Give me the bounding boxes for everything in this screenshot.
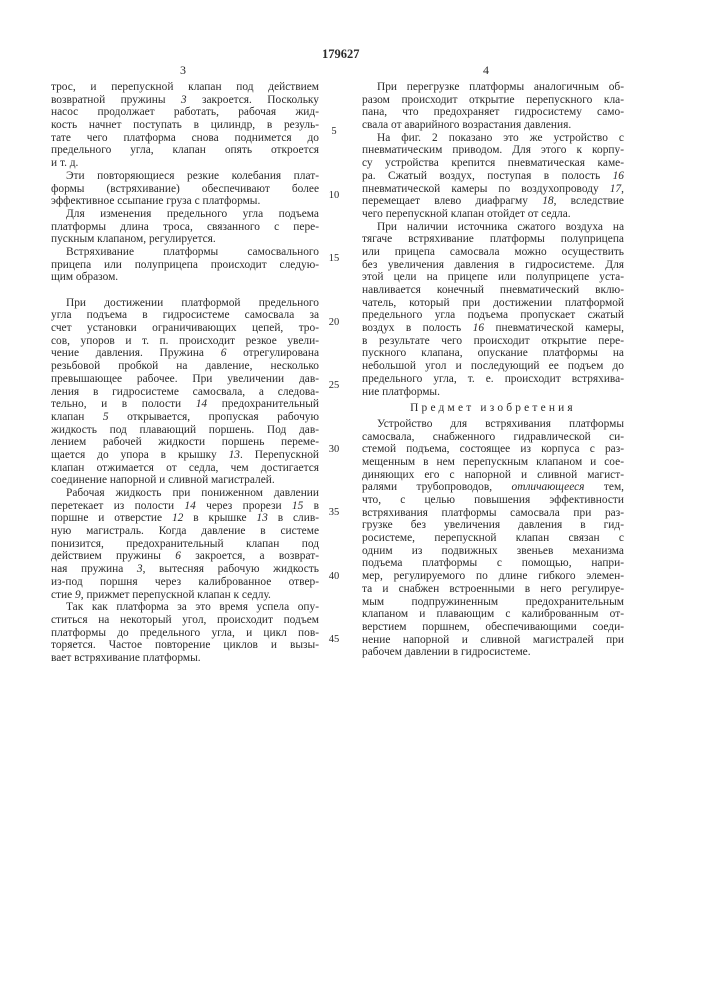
text-line: щается до упора в крышку 13. Перепускной bbox=[51, 449, 319, 462]
text-line: стие 9, прижмет перепускной клапан к седлу. bbox=[51, 589, 319, 602]
paragraph bbox=[362, 132, 624, 221]
text-line: клапан отжимается от седла, чем достигается bbox=[51, 462, 319, 475]
text-line: счет установки ограничивающих цепей, тро- bbox=[51, 322, 319, 335]
reference-numeral: 17 bbox=[610, 183, 621, 195]
text-line: ститься на некоторый угол, происходит подъем bbox=[51, 614, 319, 627]
paragraph bbox=[51, 246, 319, 284]
paragraph bbox=[362, 418, 624, 659]
text-line: При перегрузке платформы аналогичным об- bbox=[362, 81, 624, 94]
line-number: 40 bbox=[326, 571, 342, 582]
text-line: чатель, который при достижении платформой bbox=[362, 297, 624, 310]
text-line: су устройства крепится пневматическая каме- bbox=[362, 157, 624, 170]
text-line: понизится, предохранительный клапан под bbox=[51, 538, 319, 551]
text-line: предельного угла, клапан опять откроется bbox=[51, 144, 319, 157]
text-line: превышающее рабочее. При увеличении дав- bbox=[51, 373, 319, 386]
reference-numeral: 9 bbox=[75, 589, 81, 601]
text-line: соединение напорной и сливной магистралей. bbox=[51, 474, 319, 487]
reference-numeral: 6 bbox=[221, 347, 227, 359]
text-line: кость начнет поступать в цилиндр, в резуль- bbox=[51, 119, 319, 132]
reference-numeral: отличающееся bbox=[512, 481, 585, 493]
text-line: из-под поршня через калиброванное отвер- bbox=[51, 576, 319, 589]
reference-numeral: 3 bbox=[137, 563, 143, 575]
reference-numeral: 16 bbox=[613, 170, 624, 182]
line-number: 25 bbox=[326, 380, 342, 391]
text-line: Так как платформа за это время успела опу- bbox=[51, 601, 319, 614]
text-line: ную магистраль. Когда давление в системе bbox=[51, 525, 319, 538]
text-line: небольшой угол и последующий ее подъем до bbox=[362, 360, 624, 373]
paragraph bbox=[51, 81, 319, 170]
text-line: самосвала, снабженного гидравлической си- bbox=[362, 431, 624, 444]
text-line: разом происходит открытие перепускного кла- bbox=[362, 94, 624, 107]
line-number: 35 bbox=[326, 507, 342, 518]
line-number: 30 bbox=[326, 444, 342, 455]
text-line: пускного клапана, опускание платформы на bbox=[362, 347, 624, 360]
text-line: этой цели на прицепе или полуприцепе уста- bbox=[362, 271, 624, 284]
text-line: в результате чего происходит открытие пере- bbox=[362, 335, 624, 348]
text-line: поршне и отверстие 12 в крышке 13 в слив- bbox=[51, 512, 319, 525]
reference-numeral: 3 bbox=[181, 94, 187, 106]
line-number: 5 bbox=[326, 126, 342, 137]
text-line: сов, упоров и т. п. происходит резкое увели- bbox=[51, 335, 319, 348]
text-line: тельно, и в полости 14 предохранительный bbox=[51, 398, 319, 411]
line-number: 20 bbox=[326, 317, 342, 328]
text-line: Для изменения предельного угла подъема bbox=[51, 208, 319, 221]
page-number-right: 4 bbox=[483, 63, 489, 78]
reference-numeral: 14 bbox=[184, 500, 195, 512]
text-line: При наличии источника сжатого воздуха на bbox=[362, 221, 624, 234]
text-line: одним из подвижных звеньев механизма bbox=[362, 545, 624, 558]
text-line: щим образом. bbox=[51, 271, 319, 284]
text-line: нение напорной и сливной магистралей при bbox=[362, 634, 624, 647]
text-line: ралями трубопроводов, отличающееся тем, bbox=[362, 481, 624, 494]
text-line: стемой подъема, состоящее из корпуса с раз- bbox=[362, 443, 624, 456]
text-line: платформы длина троса, связанного с пере- bbox=[51, 221, 319, 234]
line-number: 45 bbox=[326, 634, 342, 645]
text-line: та и снабжен встроенными в него регулируе- bbox=[362, 583, 624, 596]
text-line: верстием поршнем, обеспечивающими соеди- bbox=[362, 621, 624, 634]
reference-numeral: 12 bbox=[172, 512, 183, 524]
text-line: навливается конечный пневматический вклю- bbox=[362, 284, 624, 297]
document-number: 179627 bbox=[322, 47, 360, 62]
text-line: При достижении платформой предельного bbox=[51, 297, 319, 310]
text-line: платформы до предельного угла, и цикл пов- bbox=[51, 627, 319, 640]
text-line: предельного угла подъема пропускает сжатый bbox=[362, 309, 624, 322]
text-line: пневматической камеры по воздухопроводу 17, bbox=[362, 183, 624, 196]
text-line: На фиг. 2 показано это же устройство с bbox=[362, 132, 624, 145]
text-line: рабочем давлении в гидросистеме. bbox=[362, 646, 624, 659]
text-line: без увеличения давления в гидросистеме. Для bbox=[362, 259, 624, 272]
text-line: что, с целью повышения эффективности bbox=[362, 494, 624, 507]
text-line: росистеме, перепускной клапан связан с bbox=[362, 532, 624, 545]
text-line: пневматическим приводом. Для этого к корпу- bbox=[362, 144, 624, 157]
text-line: ра. Сжатый воздух, поступая в полость 16 bbox=[362, 170, 624, 183]
line-number: 15 bbox=[326, 253, 342, 264]
text-line: перемещает влево диафрагму 18, вследствие bbox=[362, 195, 624, 208]
text-line: угла подъема в гидросистеме самосвала за bbox=[51, 309, 319, 322]
text-line: формы (встряхивание) обеспечивают более bbox=[51, 183, 319, 196]
text-line: диняющих его с напорной и сливной магист- bbox=[362, 469, 624, 482]
blank-line bbox=[51, 284, 319, 297]
text-line: возвратной пружины 3 закроется. Поскольку bbox=[51, 94, 319, 107]
text-line: пана, что предохраняет гидросистему само- bbox=[362, 106, 624, 119]
text-line: жидкость под плавающий поршень. Под дав- bbox=[51, 424, 319, 437]
page-number-left: 3 bbox=[180, 63, 186, 78]
text-line: эффективное ссыпание груза с платформы. bbox=[51, 195, 319, 208]
reference-numeral: 5 bbox=[103, 411, 109, 423]
text-line: действием пружины 6 закроется, а возврат- bbox=[51, 550, 319, 563]
text-line: перетекает из полости 14 через прорези 15 в bbox=[51, 500, 319, 513]
paragraph bbox=[362, 221, 624, 399]
text-line: предельного угла, т. е. происходит встряхива- bbox=[362, 373, 624, 386]
text-line: грузке без увеличения давления в гид- bbox=[362, 519, 624, 532]
text-line: подъема платформы с помощью, напри- bbox=[362, 557, 624, 570]
text-line: пускным клапаном, регулируется. bbox=[51, 233, 319, 246]
text-line: ления в гидросистеме самосвала, а следова- bbox=[51, 386, 319, 399]
paragraph bbox=[51, 487, 319, 601]
text-line: клапаном и плавающим с калиброванным от- bbox=[362, 608, 624, 621]
reference-numeral: 15 bbox=[292, 500, 303, 512]
reference-numeral: 6 bbox=[175, 550, 181, 562]
text-line: тягаче встряхивание платформы полуприцепа bbox=[362, 233, 624, 246]
text-line: ная пружина 3, вытесняя рабочую жидкость bbox=[51, 563, 319, 576]
reference-numeral: 13 bbox=[256, 512, 267, 524]
text-line: насос продолжает работать, рабочая жид- bbox=[51, 106, 319, 119]
text-line: Устройство для встряхивания платформы bbox=[362, 418, 624, 431]
paragraph bbox=[51, 297, 319, 487]
paragraph bbox=[51, 170, 319, 208]
text-line: прицепа или полуприцепа происходит следую- bbox=[51, 259, 319, 272]
reference-numeral: 14 bbox=[196, 398, 207, 410]
reference-numeral: 16 bbox=[473, 322, 484, 334]
text-line: тате чего платформа снова поднимется до bbox=[51, 132, 319, 145]
text-line: лением рабочей жидкости поршень переме- bbox=[51, 436, 319, 449]
text-line: мым подпружиненным предохранительным bbox=[362, 596, 624, 609]
text-line: свала от аварийного возрастания давления. bbox=[362, 119, 624, 132]
text-line: чение давления. Пружина 6 отрегулирована bbox=[51, 347, 319, 360]
text-line: воздух в полость 16 пневматической камеры, bbox=[362, 322, 624, 335]
text-line: или прицепа самосвала можно осуществить bbox=[362, 246, 624, 259]
text-line: клапан 5 открывается, пропуская рабочую bbox=[51, 411, 319, 424]
text-line: торяется. Частое повторение циклов и вызы- bbox=[51, 639, 319, 652]
text-line: мер, регулируемого по длине гибкого элемен- bbox=[362, 570, 624, 583]
text-line: Рабочая жидкость при пониженном давлении bbox=[51, 487, 319, 500]
text-line: ние платформы. bbox=[362, 386, 624, 399]
line-number: 10 bbox=[326, 190, 342, 201]
text-line: Встряхивание платформы самосвального bbox=[51, 246, 319, 259]
text-line: резьбовой пробкой на давление, несколько bbox=[51, 360, 319, 373]
text-line: трос, и перепускной клапан под действием bbox=[51, 81, 319, 94]
reference-numeral: 13 bbox=[229, 449, 240, 461]
right-column bbox=[362, 81, 624, 659]
paragraph bbox=[362, 81, 624, 132]
text-line: встряхивания платформы самосвала при раз- bbox=[362, 507, 624, 520]
reference-numeral: 18 bbox=[542, 195, 553, 207]
text-line: Эти повторяющиеся резкие колебания плат- bbox=[51, 170, 319, 183]
paragraph bbox=[51, 208, 319, 246]
text-line: мещенным в нем перепускным клапаном и сое- bbox=[362, 456, 624, 469]
paragraph bbox=[51, 601, 319, 664]
section-heading: Предмет изобретения bbox=[362, 402, 624, 415]
text-line: вает встряхивание платформы. bbox=[51, 652, 319, 665]
text-line: и т. д. bbox=[51, 157, 319, 170]
left-column bbox=[51, 81, 319, 665]
text-line: чего перепускной клапан отойдет от седла. bbox=[362, 208, 624, 221]
